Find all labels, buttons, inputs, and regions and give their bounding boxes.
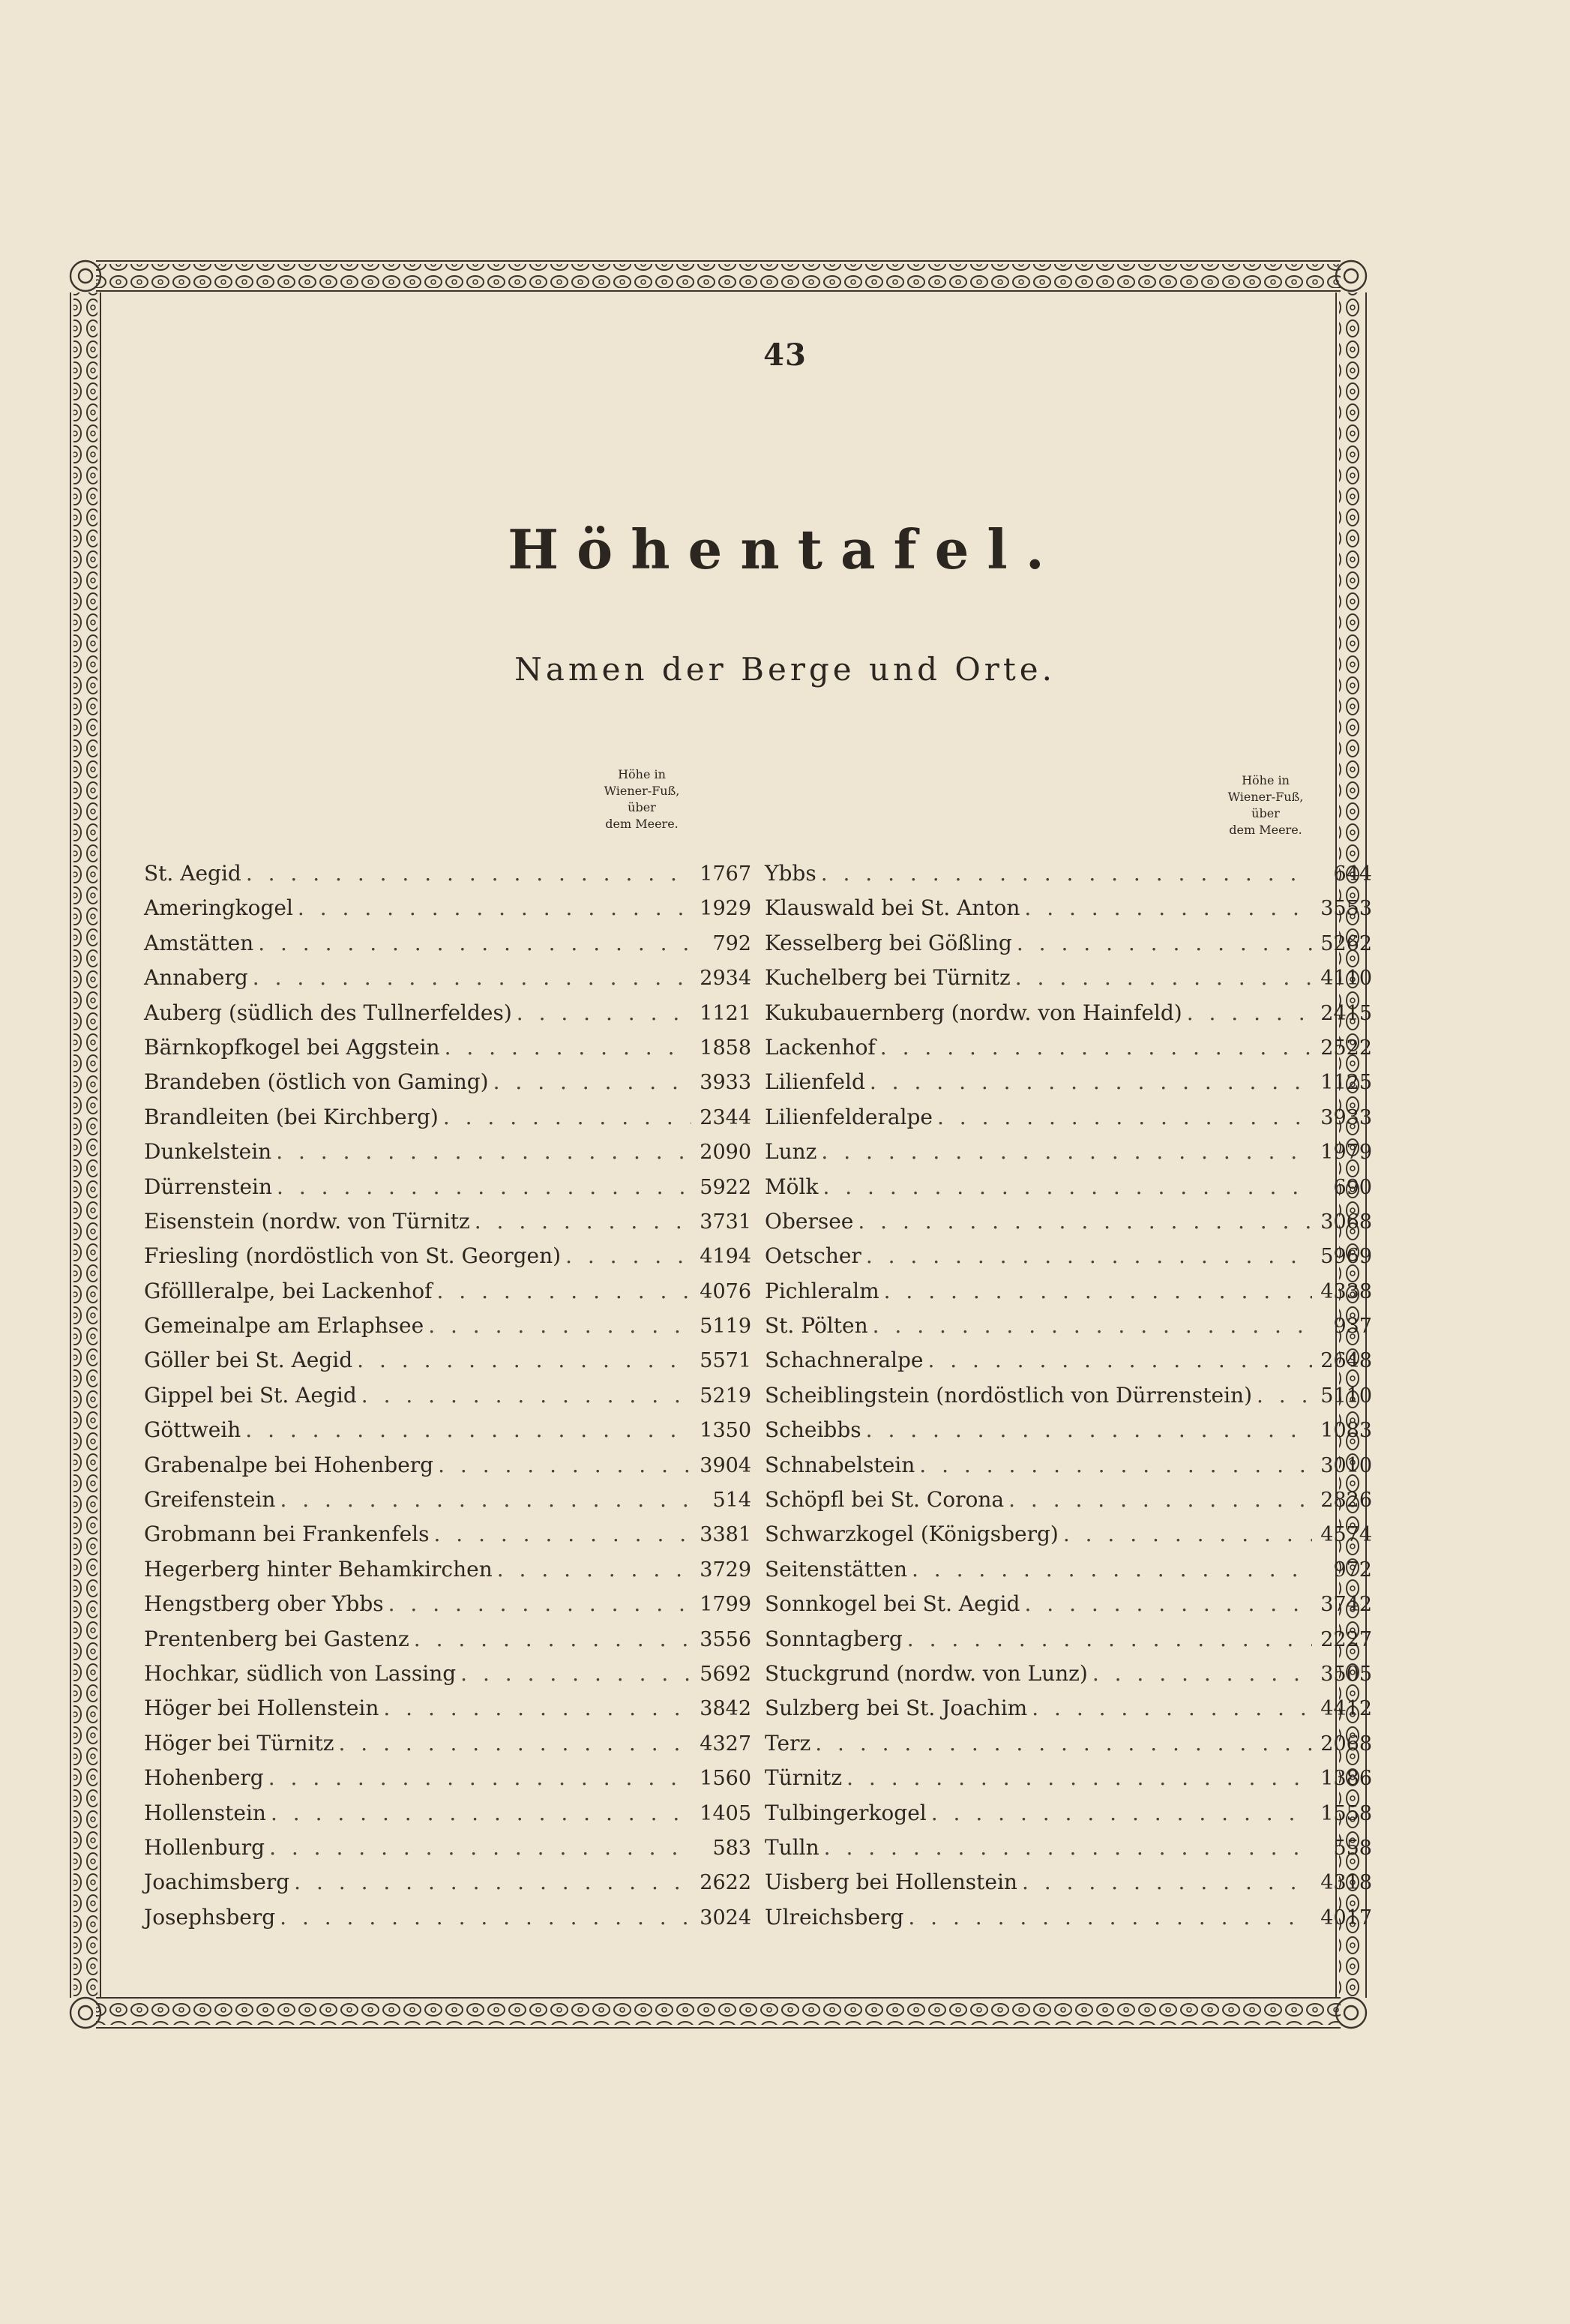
table-row	[765, 1801, 1372, 1835]
height-value: 3731	[700, 1210, 751, 1234]
place-name: Annaberg	[144, 965, 248, 991]
height-value: 4017	[1320, 1906, 1372, 1930]
height-value: 3505	[1320, 1662, 1372, 1686]
place-name: Tulbingerkogel	[765, 1800, 927, 1825]
table-row	[144, 1000, 751, 1035]
height-value: 1929	[700, 897, 751, 921]
place-name: Joachimsberg	[144, 1870, 290, 1895]
place-name: Schwarzkogel (Königsberg)	[765, 1522, 1059, 1547]
height-value: 1858	[700, 1036, 751, 1060]
place-name: Hochkar, südlich von Lassing	[144, 1660, 457, 1686]
place-name: Seitenstätten	[765, 1556, 907, 1582]
place-name: Greifenstein	[144, 1487, 276, 1513]
table-row	[765, 1835, 1372, 1870]
table-row	[765, 1591, 1372, 1626]
column-header-line: Höhe in	[618, 767, 666, 781]
height-value: 2068	[1320, 1732, 1372, 1756]
page-subtitle: Namen der Berge und Orte.	[514, 651, 1056, 688]
place-name: Schnabelstein	[765, 1452, 915, 1477]
place-name: Gippel bei St. Aegid	[144, 1382, 357, 1408]
height-value: 5692	[700, 1662, 751, 1686]
table-row	[765, 931, 1372, 965]
place-name: Tulln	[765, 1834, 819, 1860]
height-value: 1121	[700, 1001, 751, 1025]
height-value: 5922	[700, 1175, 751, 1199]
height-value: 1558	[1320, 1801, 1372, 1825]
table-row	[765, 1348, 1372, 1382]
place-name: Hengstberg ober Ybbs	[144, 1591, 384, 1617]
dot-leader	[460, 1661, 691, 1686]
table-row	[765, 1000, 1372, 1035]
place-name: Scheiblingstein (nordöstlich von Dürrenstein)	[765, 1382, 1252, 1408]
place-name: Grabenalpe bei Hohenberg	[144, 1452, 434, 1477]
place-name: Uisberg bei Hollenstein	[765, 1870, 1017, 1895]
height-value: 3068	[1320, 1210, 1372, 1234]
page-title: Höhentafel.	[508, 517, 1062, 581]
place-name: Hollenstein	[144, 1800, 266, 1825]
height-value: 5119	[700, 1315, 751, 1339]
height-value: 3742	[1320, 1593, 1372, 1617]
height-value: 1125	[1320, 1071, 1372, 1095]
dot-leader	[822, 1174, 1312, 1199]
place-name: Ulreichsberg	[765, 1904, 904, 1930]
table-row	[765, 1765, 1372, 1800]
dot-leader	[1187, 1000, 1312, 1025]
height-value: 690	[1333, 1175, 1372, 1199]
dot-leader	[276, 1139, 691, 1164]
dot-leader	[497, 1557, 691, 1582]
place-name: Brandleiten (bei Kirchberg)	[144, 1104, 439, 1129]
table-row	[144, 1453, 751, 1487]
height-value: 1350	[700, 1419, 751, 1443]
dot-leader	[873, 1313, 1312, 1338]
height-value: 1386	[1320, 1767, 1372, 1791]
dot-leader	[383, 1696, 691, 1720]
height-value: 1799	[700, 1593, 751, 1617]
height-value: 558	[1333, 1836, 1372, 1860]
height-value: 937	[1333, 1315, 1372, 1339]
height-value: 3842	[700, 1697, 751, 1721]
table-row	[144, 1696, 751, 1730]
dot-leader	[294, 1870, 691, 1894]
table-row	[765, 1417, 1372, 1452]
column-header-line: über	[628, 800, 656, 814]
height-value: 5571	[700, 1349, 751, 1373]
table-row	[765, 1035, 1372, 1069]
right-column-header	[1183, 772, 1348, 838]
table-row	[144, 1174, 751, 1209]
place-name: Josephsberg	[144, 1904, 276, 1930]
dot-leader	[298, 895, 691, 920]
dot-leader	[907, 1627, 1312, 1651]
height-value: 3729	[700, 1558, 751, 1582]
height-value: 3933	[1320, 1105, 1372, 1129]
dot-leader	[565, 1243, 691, 1268]
height-value: 792	[712, 931, 751, 955]
dot-leader	[880, 1035, 1312, 1060]
place-name: Grobmann bei Frankenfels	[144, 1522, 430, 1547]
dot-leader	[866, 1417, 1312, 1442]
place-name: Göttweih	[144, 1417, 241, 1443]
table-row	[144, 1417, 751, 1452]
dot-leader	[438, 1453, 691, 1477]
height-value: 972	[1333, 1558, 1372, 1582]
height-value: 4076	[700, 1279, 751, 1303]
table-row	[144, 1627, 751, 1661]
height-value: 644	[1333, 862, 1372, 886]
dot-leader	[388, 1591, 691, 1616]
table-row	[144, 965, 751, 1000]
table-row	[765, 1905, 1372, 1939]
height-value: 1979	[1320, 1141, 1372, 1165]
table-row	[765, 1209, 1372, 1243]
table-row	[765, 861, 1372, 895]
height-value: 3553	[1320, 897, 1372, 921]
place-name: Ybbs	[765, 861, 816, 886]
dot-leader	[280, 1487, 691, 1512]
page-number: 43	[763, 337, 807, 373]
place-name: Hohenberg	[144, 1765, 264, 1791]
dot-leader	[433, 1522, 691, 1546]
place-name: Scheibbs	[765, 1417, 861, 1443]
table-row	[765, 1731, 1372, 1765]
height-value: 2648	[1320, 1349, 1372, 1373]
place-name: Göller bei St. Aegid	[144, 1348, 353, 1373]
height-value: 4338	[1320, 1279, 1372, 1303]
height-value: 5262	[1320, 931, 1372, 955]
dot-leader	[268, 1765, 691, 1790]
height-value: 4194	[700, 1245, 751, 1269]
place-name: Dürrenstein	[144, 1174, 273, 1199]
table-row	[765, 1243, 1372, 1278]
dot-leader	[277, 1174, 691, 1199]
place-name: Bärnkopfkogel bei Aggstein	[144, 1034, 440, 1060]
place-name: Pichleralm	[765, 1278, 879, 1303]
height-value: 3933	[700, 1071, 751, 1095]
place-name: Gföllleralpe, bei Lackenhof	[144, 1278, 433, 1303]
place-name: Terz	[765, 1730, 811, 1756]
dot-leader	[361, 1383, 691, 1408]
table-row	[144, 931, 751, 965]
height-value: 583	[712, 1836, 751, 1860]
table-row	[765, 1139, 1372, 1174]
table-row	[765, 1487, 1372, 1522]
table-row	[144, 1765, 751, 1800]
table-row	[765, 1069, 1372, 1104]
height-value: 3556	[700, 1627, 751, 1651]
place-name: Hollenburg	[144, 1834, 265, 1860]
table-row	[144, 1139, 751, 1174]
column-header-line: Höhe in	[1242, 773, 1290, 787]
height-value: 5110	[1320, 1384, 1372, 1408]
dot-leader	[908, 1905, 1312, 1930]
place-name: Amstätten	[144, 930, 254, 955]
place-name: Lilienfeld	[765, 1069, 865, 1095]
height-value: 4574	[1320, 1523, 1372, 1547]
table-row	[765, 1279, 1372, 1313]
dot-leader	[428, 1313, 691, 1338]
dot-leader	[824, 1835, 1312, 1860]
place-name: Türnitz	[765, 1765, 843, 1791]
dot-leader	[253, 965, 691, 990]
place-name: Prentenberg bei Gastenz	[144, 1626, 409, 1651]
left-column-header	[559, 766, 724, 832]
table-row	[765, 1453, 1372, 1487]
table-row	[144, 1279, 751, 1313]
table-row	[765, 1696, 1372, 1730]
height-value: 3904	[700, 1453, 751, 1477]
dot-leader	[280, 1905, 691, 1930]
table-row	[144, 1731, 751, 1765]
height-value: 2415	[1320, 1001, 1372, 1025]
height-value: 4318	[1320, 1871, 1372, 1895]
table-row	[765, 1870, 1372, 1904]
table-row	[144, 1209, 751, 1243]
height-value: 2622	[700, 1871, 751, 1895]
dot-leader	[919, 1453, 1312, 1477]
height-value: 1405	[700, 1801, 751, 1825]
dot-leader	[1008, 1487, 1312, 1512]
table-row	[144, 1557, 751, 1591]
table-row	[765, 1383, 1372, 1417]
table-row	[144, 1243, 751, 1278]
dot-leader	[937, 1105, 1312, 1129]
table-row	[144, 1105, 751, 1139]
dot-leader	[493, 1069, 691, 1094]
dot-leader	[1257, 1383, 1312, 1408]
height-value: 3381	[700, 1523, 751, 1547]
place-name: Friesling (nordöstlich von St. Georgen)	[144, 1243, 562, 1269]
height-value: 1083	[1320, 1419, 1372, 1443]
left-height-list	[144, 861, 751, 1939]
height-value: 4412	[1320, 1697, 1372, 1721]
dot-leader	[1024, 895, 1312, 920]
height-value: 2522	[1320, 1036, 1372, 1060]
table-row	[144, 1348, 751, 1382]
dot-leader	[443, 1105, 691, 1129]
column-header-line: dem Meere.	[1229, 823, 1302, 837]
table-row	[144, 861, 751, 895]
place-name: Stuckgrund (nordw. von Lunz)	[765, 1660, 1088, 1686]
place-name: Schöpfl bei St. Corona	[765, 1487, 1005, 1513]
place-name: Lilienfelderalpe	[765, 1104, 933, 1129]
height-value: 2227	[1320, 1627, 1372, 1651]
dot-leader	[815, 1731, 1312, 1756]
height-value: 514	[712, 1489, 751, 1513]
height-value: 1560	[700, 1767, 751, 1791]
height-value: 2826	[1320, 1489, 1372, 1513]
place-name: Obersee	[765, 1208, 854, 1234]
dot-leader	[858, 1209, 1312, 1234]
table-row	[144, 1801, 751, 1835]
dot-leader	[339, 1731, 692, 1756]
dot-leader	[912, 1557, 1312, 1582]
place-name: Kuchelberg bei Türnitz	[765, 965, 1011, 991]
place-name: Kesselberg bei Gößling	[765, 930, 1012, 955]
table-row	[765, 895, 1372, 930]
dot-leader	[1063, 1522, 1312, 1546]
place-name: Klauswald bei St. Anton	[765, 895, 1020, 921]
place-name: Brandeben (östlich von Gaming)	[144, 1069, 489, 1095]
table-row	[765, 1627, 1372, 1661]
dot-leader	[258, 931, 691, 955]
place-name: Kukubauernberg (nordw. von Hainfeld)	[765, 1000, 1182, 1025]
table-row	[765, 1522, 1372, 1556]
dot-leader	[1092, 1661, 1312, 1686]
table-row	[144, 1870, 751, 1904]
dot-leader	[245, 1417, 691, 1442]
column-header-line: über	[1251, 806, 1280, 820]
dot-leader	[269, 1835, 691, 1860]
dot-leader	[445, 1035, 691, 1060]
place-name: Schachneralpe	[765, 1348, 924, 1373]
column-header-line: dem Meere.	[605, 817, 679, 831]
table-row	[144, 1313, 751, 1348]
place-name: Ameringkogel	[144, 895, 293, 921]
table-row	[144, 1383, 751, 1417]
height-value: 2090	[700, 1141, 751, 1165]
table-row	[144, 1591, 751, 1626]
table-row	[144, 1522, 751, 1556]
place-name: St. Aegid	[144, 861, 241, 886]
place-name: Eisenstein (nordw. von Türnitz	[144, 1208, 470, 1234]
table-row	[765, 1174, 1372, 1209]
dot-leader	[475, 1209, 691, 1234]
table-row	[144, 1905, 751, 1939]
place-name: Auberg (südlich des Tullnerfeldes)	[144, 1000, 512, 1025]
dot-leader	[884, 1279, 1312, 1303]
place-name: Sulzberg bei St. Joachim	[765, 1696, 1028, 1721]
table-row	[144, 1835, 751, 1870]
table-row	[765, 1557, 1372, 1591]
dot-leader	[437, 1279, 692, 1303]
height-value: 5219	[700, 1384, 751, 1408]
dot-leader	[246, 861, 691, 886]
table-row	[765, 1313, 1372, 1348]
column-header-line: Wiener-Fuß,	[604, 784, 680, 798]
dot-leader	[821, 861, 1312, 886]
height-value: 5969	[1320, 1245, 1372, 1269]
table-row	[765, 1105, 1372, 1139]
table-row	[144, 1035, 751, 1069]
table-row	[765, 965, 1372, 1000]
place-name: Lunz	[765, 1139, 817, 1165]
height-value: 4110	[1320, 967, 1372, 991]
place-name: Mölk	[765, 1174, 819, 1199]
dot-leader	[931, 1801, 1312, 1825]
place-name: Dunkelstein	[144, 1139, 272, 1165]
place-name: Lackenhof	[765, 1034, 876, 1060]
place-name: St. Pölten	[765, 1313, 868, 1339]
dot-leader	[414, 1627, 691, 1651]
height-value: 2344	[700, 1105, 751, 1129]
table-row	[144, 895, 751, 930]
height-value: 4327	[700, 1732, 751, 1756]
dot-leader	[517, 1000, 691, 1025]
place-name: Gemeinalpe am Erlaphsee	[144, 1313, 424, 1339]
dot-leader	[927, 1348, 1312, 1372]
table-row	[144, 1661, 751, 1696]
table-row	[144, 1069, 751, 1104]
place-name: Sonntagberg	[765, 1626, 903, 1651]
table-row	[144, 1487, 751, 1522]
dot-leader	[1017, 931, 1312, 955]
table-row	[765, 1661, 1372, 1696]
place-name: Oetscher	[765, 1243, 861, 1269]
dot-leader	[271, 1801, 691, 1825]
right-height-list	[765, 861, 1372, 1939]
dot-leader	[1032, 1696, 1312, 1720]
place-name: Hegerberg hinter Behamkirchen	[144, 1556, 493, 1582]
height-value: 3010	[1320, 1453, 1372, 1477]
dot-leader	[357, 1348, 691, 1372]
height-value: 2934	[700, 967, 751, 991]
place-name: Sonnkogel bei St. Aegid	[765, 1591, 1020, 1617]
dot-leader	[870, 1069, 1312, 1094]
place-name: Höger bei Türnitz	[144, 1730, 334, 1756]
dot-leader	[846, 1765, 1312, 1790]
dot-leader	[1024, 1591, 1312, 1616]
dot-leader	[1015, 965, 1312, 990]
dot-leader	[821, 1139, 1312, 1164]
dot-leader	[866, 1243, 1312, 1268]
height-value: 1767	[700, 862, 751, 886]
dot-leader	[1022, 1870, 1312, 1894]
column-header-line: Wiener-Fuß,	[1227, 790, 1304, 804]
height-value: 3024	[700, 1906, 751, 1930]
place-name: Höger bei Hollenstein	[144, 1696, 379, 1721]
